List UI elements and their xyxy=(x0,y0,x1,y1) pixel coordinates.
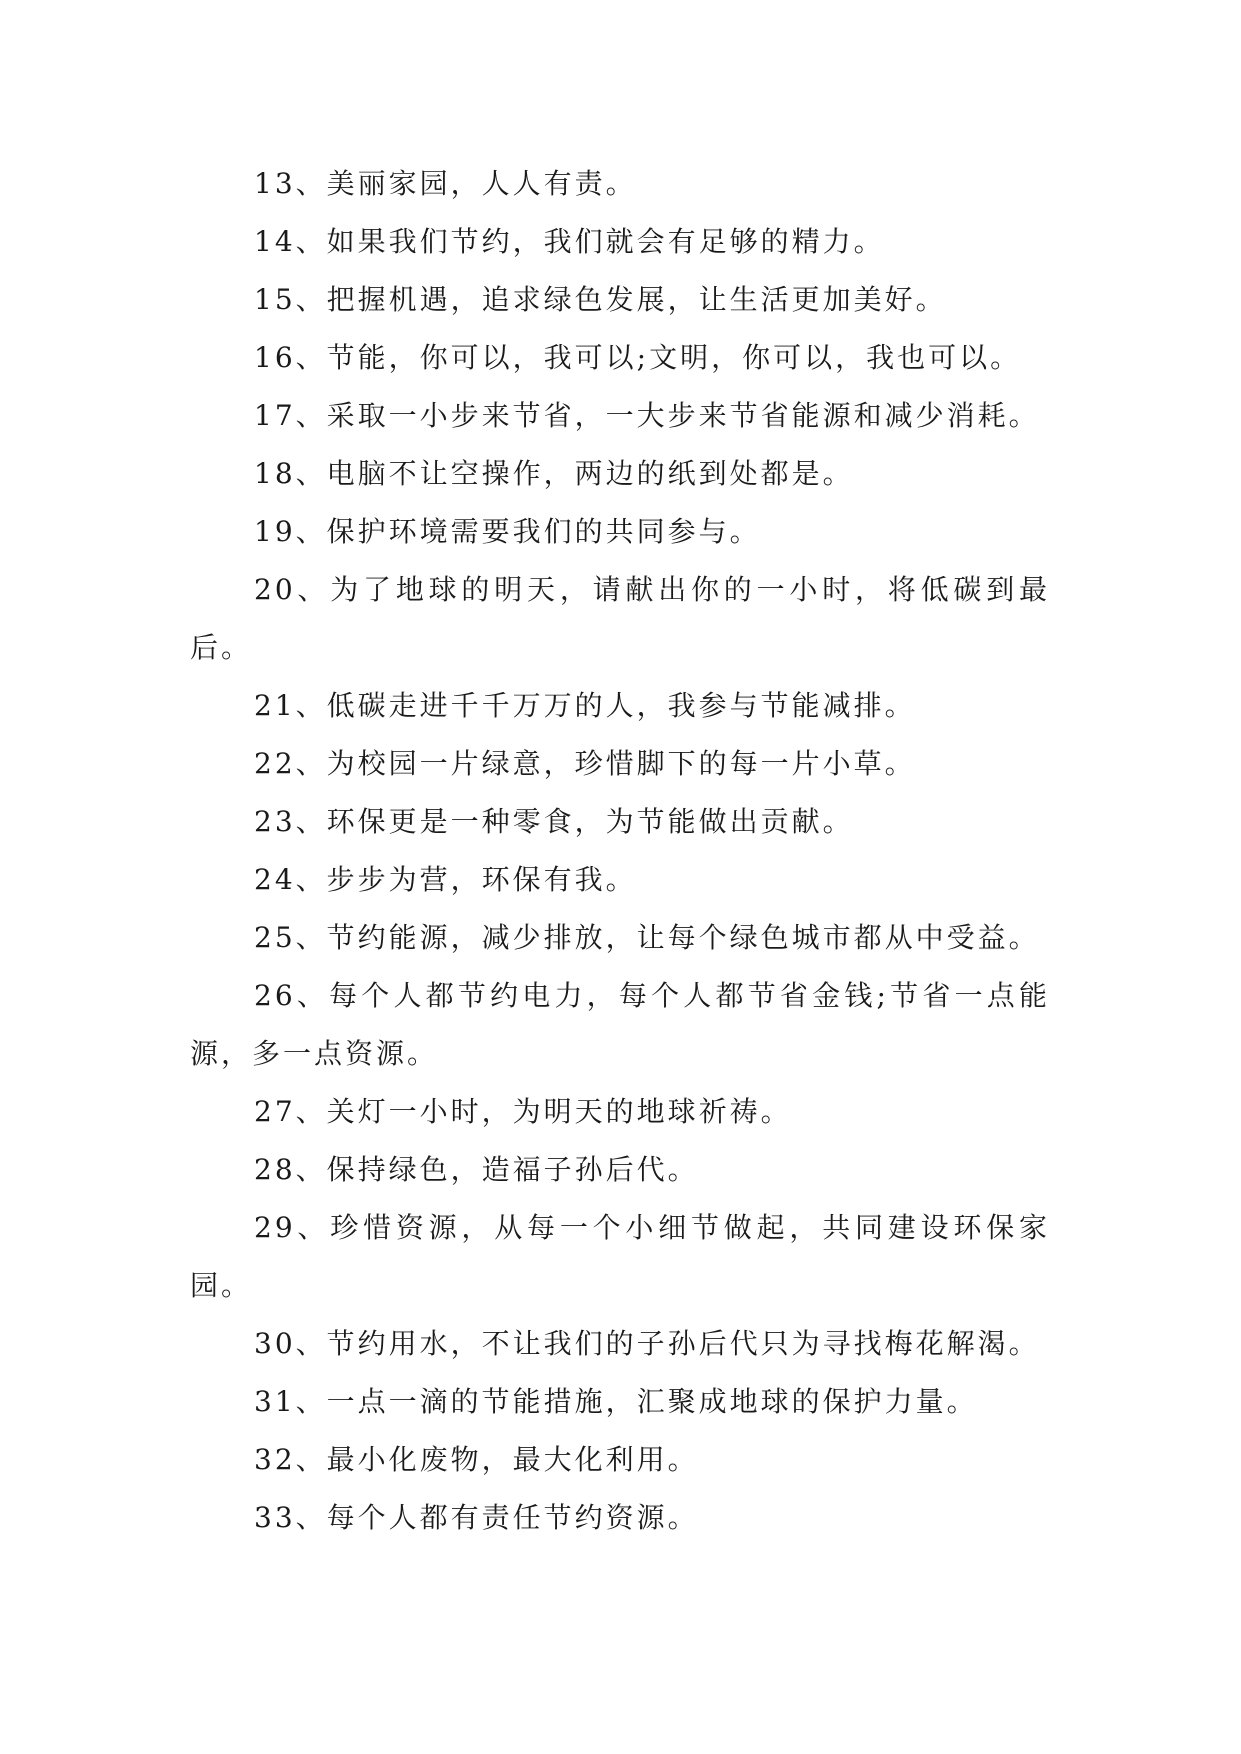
list-item: 14、如果我们节约，我们就会有足够的精力。 xyxy=(254,225,885,258)
list-item: 21、低碳走进千千万万的人，我参与节能减排。 xyxy=(254,689,916,722)
list-item: 31、一点一滴的节能措施，汇聚成地球的保护力量。 xyxy=(254,1385,978,1418)
list-item: 23、环保更是一种零食，为节能做出贡献。 xyxy=(254,805,854,838)
list-item: 26、每个人都节约电力，每个人都节省金钱;节省一点能源，多一点资源。 xyxy=(190,979,1050,1070)
list-item: 20、为了地球的明天，请献出你的一小时，将低碳到最后。 xyxy=(190,573,1050,664)
list-item: 30、节约用水，不让我们的子孙后代只为寻找梅花解渴。 xyxy=(254,1327,1040,1360)
list-item: 33、每个人都有责任节约资源。 xyxy=(254,1501,699,1534)
list-item: 25、节约能源，减少排放，让每个绿色城市都从中受益。 xyxy=(254,921,1040,954)
list-item: 18、电脑不让空操作，两边的纸到处都是。 xyxy=(254,457,854,490)
list-item: 32、最小化废物，最大化利用。 xyxy=(254,1443,699,1476)
list-item: 17、采取一小步来节省，一大步来节省能源和减少消耗。 xyxy=(254,399,1040,432)
list-item: 22、为校园一片绿意，珍惜脚下的每一片小草。 xyxy=(254,747,916,780)
list-item: 27、关灯一小时，为明天的地球祈祷。 xyxy=(254,1095,792,1128)
list-item: 19、保护环境需要我们的共同参与。 xyxy=(254,515,761,548)
list-item: 29、珍惜资源，从每一个小细节做起，共同建设环保家园。 xyxy=(190,1211,1050,1302)
list-item: 24、步步为营，环保有我。 xyxy=(254,863,637,896)
document-body xyxy=(190,155,1050,1547)
list-item: 16、节能，你可以，我可以;文明，你可以，我也可以。 xyxy=(254,341,1022,374)
list-item: 28、保持绿色，造福子孙后代。 xyxy=(254,1153,699,1186)
list-item: 15、把握机遇，追求绿色发展，让生活更加美好。 xyxy=(254,283,947,316)
list-item: 13、美丽家园，人人有责。 xyxy=(254,167,637,200)
